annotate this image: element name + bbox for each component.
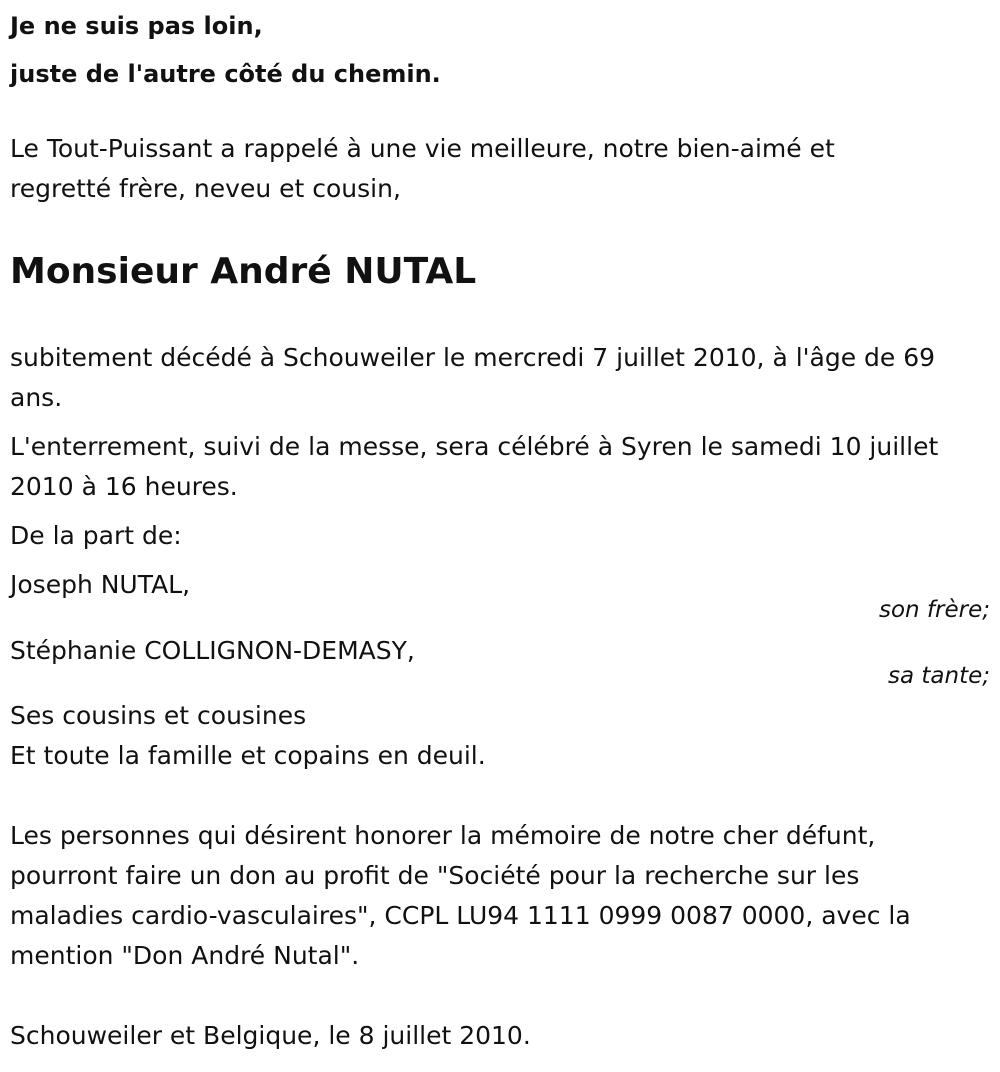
funeral-notice-line: L'enterrement, suivi de la messe, sera célébré à Syren le samedi 10 juillet — [10, 432, 939, 461]
relative-name: Stéphanie COLLIGNON-DEMASY, — [10, 636, 415, 665]
death-notice — [10, 338, 992, 418]
relative-relation: son frère; — [878, 597, 990, 623]
funeral-notice-line: 2010 à 16 heures. — [10, 472, 238, 501]
family-line: Et toute la famille et copains en deuil. — [10, 741, 486, 770]
relative-relation: sa tante; — [888, 663, 990, 689]
place-and-date: Schouweiler et Belgique, le 8 juillet 2010. — [10, 1021, 531, 1050]
epigraph-line: juste de l'autre côté du chemin. — [10, 60, 441, 88]
relative-entry — [10, 565, 992, 622]
intro-line: regretté frère, neveu et cousin, — [10, 174, 401, 203]
donation-line: mention "Don André Nutal". — [10, 941, 360, 970]
epigraph — [10, 2, 992, 98]
donation-paragraph — [10, 816, 992, 976]
deceased-name: Monsieur André NUTAL — [10, 251, 477, 292]
donation-line: Les personnes qui désirent honorer la mémoire de notre cher défunt, — [10, 821, 876, 850]
death-notice-line: subitement décédé à Schouweiler le mercredi 7 juillet 2010, à l'âge de 69 — [10, 343, 936, 372]
donation-line: maladies cardio-vasculaires", CCPL LU94 1111 0999 0087 0000, avec la — [10, 901, 911, 930]
relative-name: Joseph NUTAL, — [10, 570, 191, 599]
family-mourners — [10, 696, 992, 776]
death-notice-line: ans. — [10, 383, 63, 412]
epigraph-line: Je ne suis pas loin, — [10, 12, 263, 40]
intro-paragraph — [10, 129, 992, 209]
funeral-notice — [10, 427, 992, 507]
family-line: Ses cousins et cousines — [10, 701, 307, 730]
relative-entry — [10, 631, 992, 688]
intro-line: Le Tout-Puissant a rappelé à une vie meilleure, notre bien-aimé et — [10, 134, 835, 163]
donation-line: pourront faire un don au profit de "Société pour la recherche sur les — [10, 861, 860, 890]
obituary-notice — [10, 0, 992, 1056]
on-behalf-label: De la part de: — [10, 521, 182, 550]
